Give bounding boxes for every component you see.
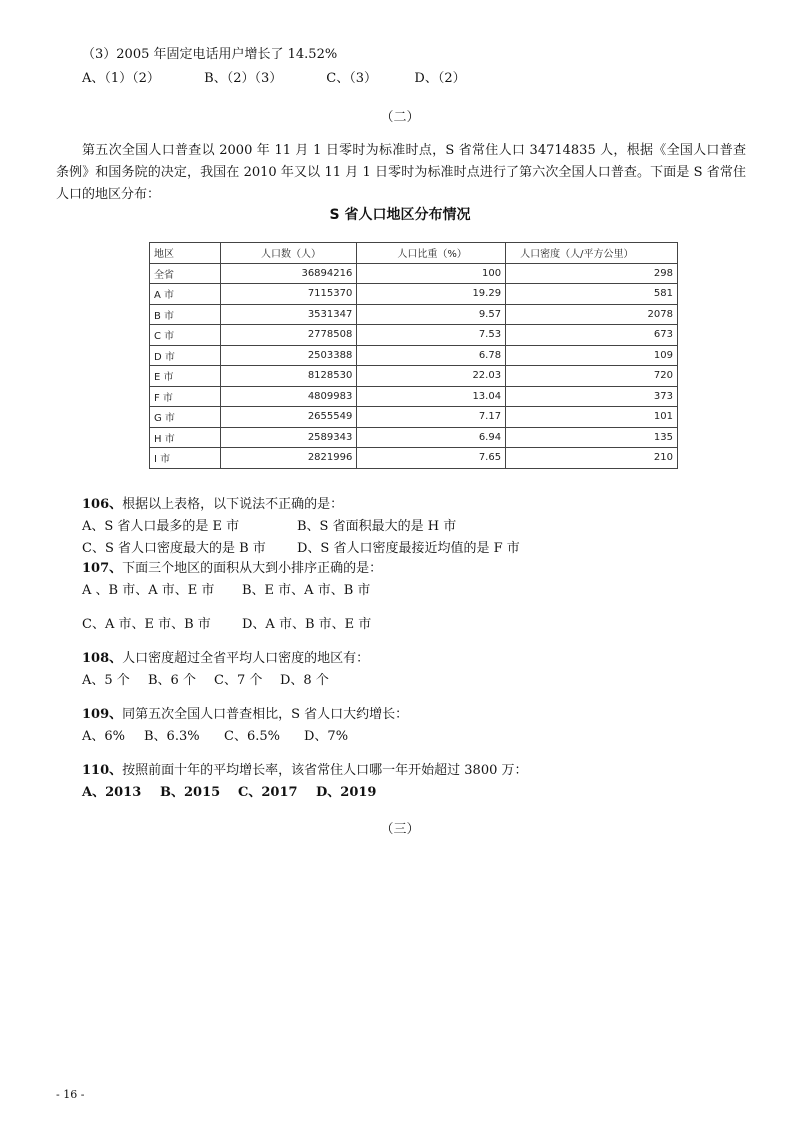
header-share: 人口比重（%） — [357, 243, 506, 264]
option-c: C、S 省人口密度最大的是 B 市 — [82, 541, 266, 556]
option-d: D、A 市、B 市、E 市 — [242, 617, 372, 632]
option-a: A、5 个 — [82, 673, 130, 688]
cell-share: 7.17 — [357, 407, 506, 428]
cell-region: G 市 — [150, 407, 221, 428]
page-number: - 16 - — [56, 1088, 85, 1101]
cell-density: 720 — [506, 366, 678, 387]
cell-share: 7.65 — [357, 448, 506, 469]
cell-population: 2821996 — [221, 448, 357, 469]
table-row — [150, 427, 678, 448]
table-header-row — [150, 243, 678, 264]
question-106-options-row1 — [82, 518, 456, 536]
option-b: B、6 个 — [148, 673, 196, 688]
population-table — [149, 242, 678, 469]
question-107-options-row2 — [82, 616, 371, 634]
header-region: 地区 — [150, 243, 221, 264]
option-c: C、（3） — [326, 71, 377, 86]
option-a: A、6% — [82, 729, 126, 744]
table-row — [150, 345, 678, 366]
section-two-heading: （二） — [380, 110, 420, 125]
cell-population: 2589343 — [221, 427, 357, 448]
option-c: C、A 市、E 市、B 市 — [82, 617, 211, 632]
question-106-options-row2 — [82, 540, 520, 558]
cell-share: 13.04 — [357, 386, 506, 407]
header-density: 人口密度（人/平方公里） — [506, 243, 678, 264]
question-109 — [82, 706, 408, 724]
cell-region: I 市 — [150, 448, 221, 469]
table-row — [150, 386, 678, 407]
cell-region: C 市 — [150, 325, 221, 346]
cell-share: 6.78 — [357, 345, 506, 366]
cell-population: 3531347 — [221, 304, 357, 325]
cell-density: 673 — [506, 325, 678, 346]
cell-density: 135 — [506, 427, 678, 448]
cell-density: 109 — [506, 345, 678, 366]
option-a: A、S 省人口最多的是 E 市 — [82, 519, 240, 534]
option-b: B、E 市、A 市、B 市 — [242, 583, 371, 598]
cell-region: 全省 — [150, 263, 221, 284]
option-b: B、6.3% — [144, 729, 200, 744]
table-row — [150, 366, 678, 387]
option-d: D、2019 — [316, 785, 377, 800]
table-row — [150, 448, 678, 469]
option-b: B、（2）（3） — [204, 71, 283, 86]
question-number: 110、 — [82, 763, 123, 778]
cell-region: B 市 — [150, 304, 221, 325]
question-110-options — [82, 784, 376, 802]
option-c: C、6.5% — [224, 729, 280, 744]
option-b: B、S 省面积最大的是 H 市 — [297, 519, 457, 534]
cell-region: H 市 — [150, 427, 221, 448]
cell-density: 210 — [506, 448, 678, 469]
question-number: 108、 — [82, 651, 123, 666]
cell-share: 22.03 — [357, 366, 506, 387]
table-row — [150, 325, 678, 346]
table-row — [150, 304, 678, 325]
cell-density: 373 — [506, 386, 678, 407]
question-number: 107、 — [82, 561, 123, 576]
question-stem: 人口密度超过全省平均人口密度的地区有： — [122, 651, 370, 666]
option-d: D、S 省人口密度最接近均值的是 F 市 — [297, 541, 520, 556]
cell-region: F 市 — [150, 386, 221, 407]
cell-population: 7115370 — [221, 284, 357, 305]
cell-population: 36894216 — [221, 263, 357, 284]
cell-share: 100 — [357, 263, 506, 284]
cell-density: 101 — [506, 407, 678, 428]
option-d: D、（2） — [414, 71, 466, 86]
question-108 — [82, 650, 369, 668]
question-110 — [82, 762, 528, 780]
option-c: C、7 个 — [214, 673, 263, 688]
cell-region: A 市 — [150, 284, 221, 305]
header-population: 人口数（人） — [221, 243, 357, 264]
cell-density: 2078 — [506, 304, 678, 325]
option-d: D、8 个 — [280, 673, 329, 688]
cell-population: 4809983 — [221, 386, 357, 407]
question-stem: 同第五次全国人口普查相比，S 省人口大约增长： — [122, 707, 409, 722]
option-d: D、7% — [304, 729, 349, 744]
table-row — [150, 284, 678, 305]
cell-population: 2655549 — [221, 407, 357, 428]
option-b: B、2015 — [160, 785, 221, 800]
table-title: S 省人口地区分布情况 — [329, 207, 471, 223]
option-c: C、2017 — [238, 785, 298, 800]
question-106 — [82, 496, 343, 514]
cell-share: 19.29 — [357, 284, 506, 305]
question-stem: 按照前面十年的平均增长率，该省常住人口哪一年开始超过 3800 万： — [122, 763, 528, 778]
cell-share: 6.94 — [357, 427, 506, 448]
q3-options — [82, 70, 466, 88]
question-109-options — [82, 728, 348, 746]
option-a: A、（1）（2） — [82, 71, 160, 86]
cell-share: 9.57 — [357, 304, 506, 325]
question-107-options-row1 — [82, 582, 370, 600]
option-a: A 、B 市、A 市、E 市 — [82, 583, 215, 598]
cell-population: 2778508 — [221, 325, 357, 346]
cell-region: E 市 — [150, 366, 221, 387]
question-108-options — [82, 672, 329, 690]
q3-statement: （3）2005 年固定电话用户增长了 14.52% — [82, 47, 338, 62]
question-stem: 下面三个地区的面积从大到小排序正确的是： — [122, 561, 383, 576]
question-number: 106、 — [82, 497, 123, 512]
table-row — [150, 407, 678, 428]
table-row — [150, 263, 678, 284]
section-three-heading: （三） — [380, 822, 420, 837]
question-number: 109、 — [82, 707, 123, 722]
cell-population: 8128530 — [221, 366, 357, 387]
cell-region: D 市 — [150, 345, 221, 366]
option-a: A、2013 — [82, 785, 142, 800]
cell-share: 7.53 — [357, 325, 506, 346]
section-two-intro: 第五次全国人口普查以 2000 年 11 月 1 日零时为标准时点，S 省常住人口 34714835 人，根据《全国人口普查条例》和国务院的决定，我国在 2010 年又以 11 月 1 日零时为标准时点进行了第六次全国人口普查。下面是 S 省常住人口的地区分布： — [56, 143, 746, 202]
question-107 — [82, 560, 382, 578]
cell-density: 581 — [506, 284, 678, 305]
cell-density: 298 — [506, 263, 678, 284]
cell-population: 2503388 — [221, 345, 357, 366]
question-stem: 根据以上表格，以下说法不正确的是： — [122, 497, 344, 512]
